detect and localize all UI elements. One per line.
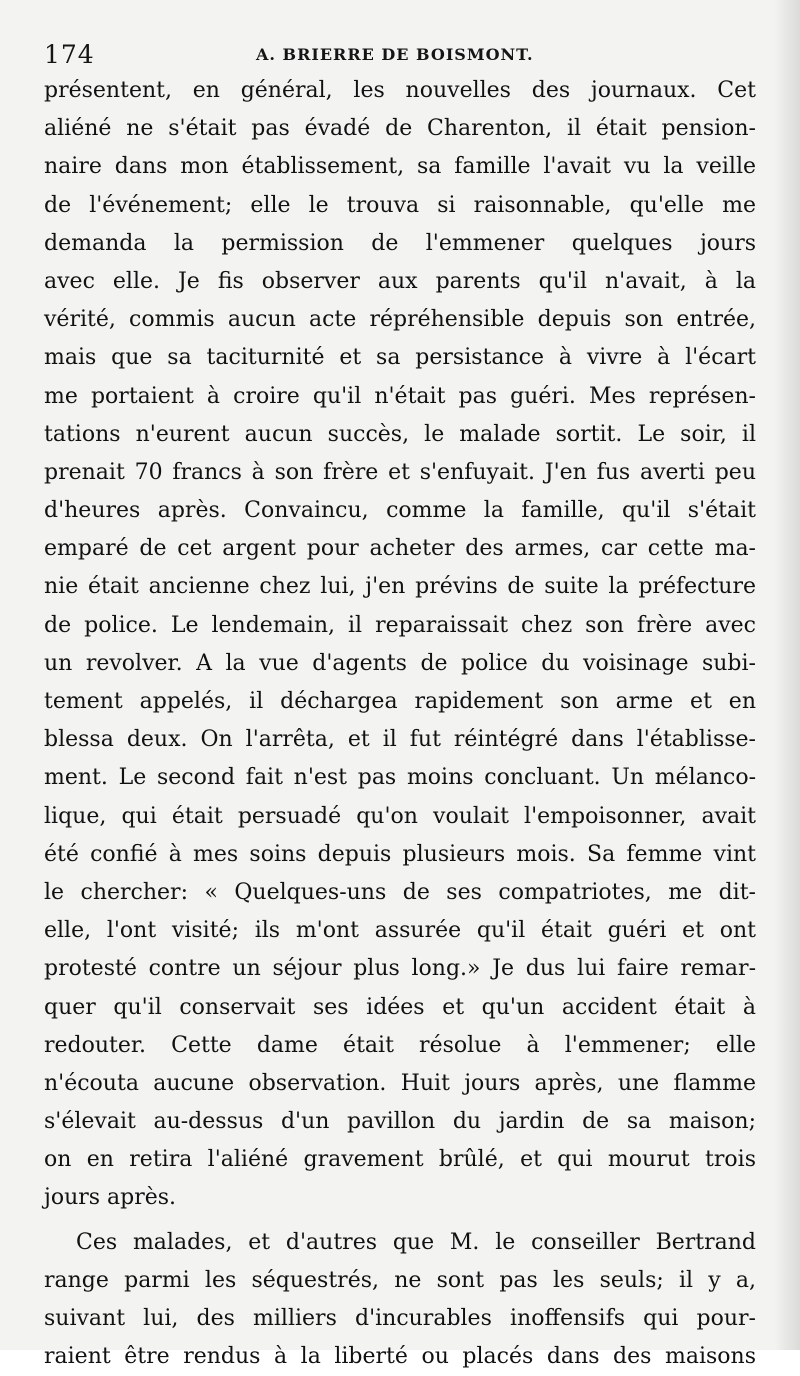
text-line: d'heures après. Convaincu, comme la famille, qu'il s'était: [44, 498, 756, 524]
page-header: [44, 30, 754, 78]
text-line: blessa deux. On l'arrêta, et il fut réintégré dans l'établisse-: [44, 727, 756, 753]
text-line: nie était ancienne chez lui, j'en prévins de suite la préfecture: [44, 574, 756, 600]
text-line: mais que sa taciturnité et sa persistance à vivre à l'écart: [44, 345, 756, 371]
text-line: on en retira l'aliéné gravement brûlé, et qui mourut trois: [44, 1147, 756, 1173]
text-line: le chercher: « Quelques-uns de ses compatriotes, me dit-: [44, 879, 756, 905]
text-line: avec elle. Je fis observer aux parents qu'il n'avait, à la: [44, 268, 756, 294]
text-line: demanda la permission de l'emmener quelques jours: [44, 230, 756, 256]
text-line: emparé de cet argent pour acheter des armes, car cette ma-: [44, 536, 756, 562]
text-line: lique, qui était persuadé qu'on voulait l'empoisonner, avait: [44, 803, 756, 829]
text-line: redouter. Cette dame était résolue à l'emmener; elle: [44, 1032, 756, 1058]
text-line: quer qu'il conservait ses idées et qu'un accident était à: [44, 994, 756, 1020]
text-line: aliéné ne s'était pas évadé de Charenton, il était pension-: [44, 116, 756, 142]
text-line: un revolver. A la vue d'agents de police du voisinage subi-: [44, 650, 756, 676]
text-line: présentent, en général, les nouvelles des journaux. Cet: [44, 78, 756, 103]
text-line: tations n'eurent aucun succès, le malade sortit. Le soir, il: [44, 421, 756, 447]
text-line: n'écouta aucune observation. Huit jours après, une flamme: [44, 1070, 756, 1096]
text-line: de police. Le lendemain, il reparaissait chez son frère avec: [44, 612, 756, 638]
body-text: [44, 72, 756, 1376]
text-line: s'élevait au-dessus d'un pavillon du jardin de sa maison;: [44, 1109, 756, 1135]
text-line: Ces malades, et d'autres que M. le conseiller Bertrand: [76, 1229, 756, 1255]
page-edge-shadow: [774, 0, 800, 1350]
text-line: vérité, commis aucun acte répréhensible depuis son entrée,: [44, 307, 756, 333]
text-line: été confié à mes soins depuis plusieurs mois. Sa femme vint: [44, 841, 756, 867]
text-line: de l'événement; elle le trouva si raisonnable, qu'elle me: [44, 192, 756, 218]
text-line: raient être rendus à la liberté ou placés dans des maisons: [44, 1344, 756, 1370]
text-line: protesté contre un séjour plus long.» Je dus lui faire remar-: [44, 956, 756, 982]
text-line: naire dans mon établissement, sa famille l'avait vu la veille: [44, 154, 756, 180]
text-line: prenait 70 francs à son frère et s'enfuyait. J'en fus averti peu: [44, 459, 756, 485]
text-line: ment. Le second fait n'est pas moins concluant. Un mélanco-: [44, 765, 756, 791]
running-head: A. BRIERRE DE BOISMONT.: [256, 45, 534, 64]
text-line: suivant lui, des milliers d'incurables inoffensifs qui pour-: [44, 1306, 756, 1331]
text-line: me portaient à croire qu'il n'était pas guéri. Mes représen-: [44, 383, 756, 409]
text-line: elle, l'ont visité; ils m'ont assurée qu'il était guéri et ont: [44, 918, 756, 944]
text-line: jours après.: [44, 1185, 177, 1211]
page-number: 174: [44, 40, 95, 69]
text-line: tement appelés, il déchargea rapidement son arme et en: [44, 689, 756, 714]
text-line: range parmi les séquestrés, ne sont pas les seuls; il y a,: [44, 1267, 756, 1293]
